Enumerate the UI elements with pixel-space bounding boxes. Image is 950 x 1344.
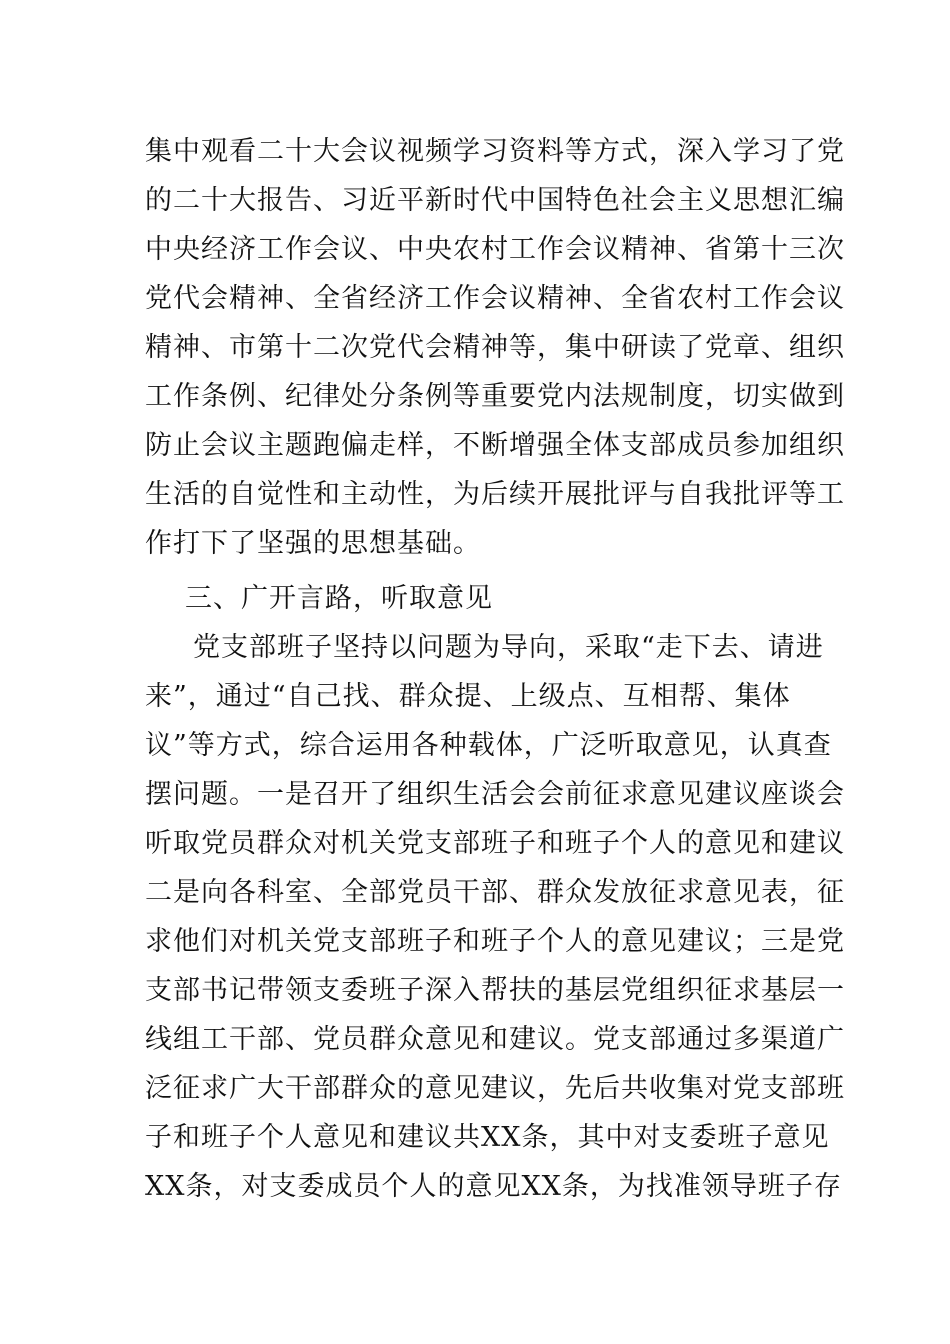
text-line: 中央经济工作会议、中央农村工作会议精神、省第十三次 <box>145 234 845 265</box>
text-line: 作打下了坚强的思想基础。 <box>145 528 481 559</box>
text-line: 党支部班子坚持以问题为导向，采取“走下去、请进 <box>193 632 824 663</box>
text-line: 的二十大报告、习近平新时代中国特色社会主义思想汇编 <box>145 185 845 216</box>
text-line: 子和班子个人意见和建议共XX条，其中对支委班子意见 <box>145 1122 830 1153</box>
text-line: 听取党员群众对机关党支部班子和班子个人的意见和建议 <box>145 828 845 859</box>
text-line: 党代会精神、全省经济工作会议精神、全省农村工作会议 <box>145 283 845 314</box>
text-line: 来”，通过“自己找、群众提、上级点、互相帮、集体 <box>145 681 791 712</box>
text-line: XX条，对支委成员个人的意见XX条，为找准领导班子存 <box>145 1171 842 1202</box>
text-line: 精神、市第十二次党代会精神等，集中研读了党章、组织 <box>145 332 845 363</box>
text-line: 防止会议主题跑偏走样，不断增强全体支部成员参加组织 <box>145 430 845 461</box>
text-line: 线组工干部、党员群众意见和建议。党支部通过多渠道广 <box>145 1024 845 1055</box>
text-line: 求他们对机关党支部班子和班子个人的意见建议；三是党 <box>145 926 845 957</box>
text-line: 议”等方式，综合运用各种载体，广泛听取意见，认真查 <box>145 730 832 761</box>
text-line: 生活的自觉性和主动性，为后续开展批评与自我批评等工 <box>145 479 845 510</box>
text-line: 集中观看二十大会议视频学习资料等方式，深入学习了党 <box>145 136 845 167</box>
text-line: 支部书记带领支委班子深入帮扶的基层党组织征求基层一 <box>145 975 845 1006</box>
text-line: 泛征求广大干部群众的意见建议，先后共收集对党支部班 <box>145 1073 845 1104</box>
text-line: 摆问题。一是召开了组织生活会会前征求意见建议座谈会 <box>145 779 845 810</box>
text-line: 二是向各科室、全部党员干部、群众发放征求意见表，征 <box>145 877 845 908</box>
section-heading: 三、广开言路，听取意见 <box>185 583 493 614</box>
text-line: 工作条例、纪律处分条例等重要党内法规制度，切实做到 <box>145 381 845 412</box>
